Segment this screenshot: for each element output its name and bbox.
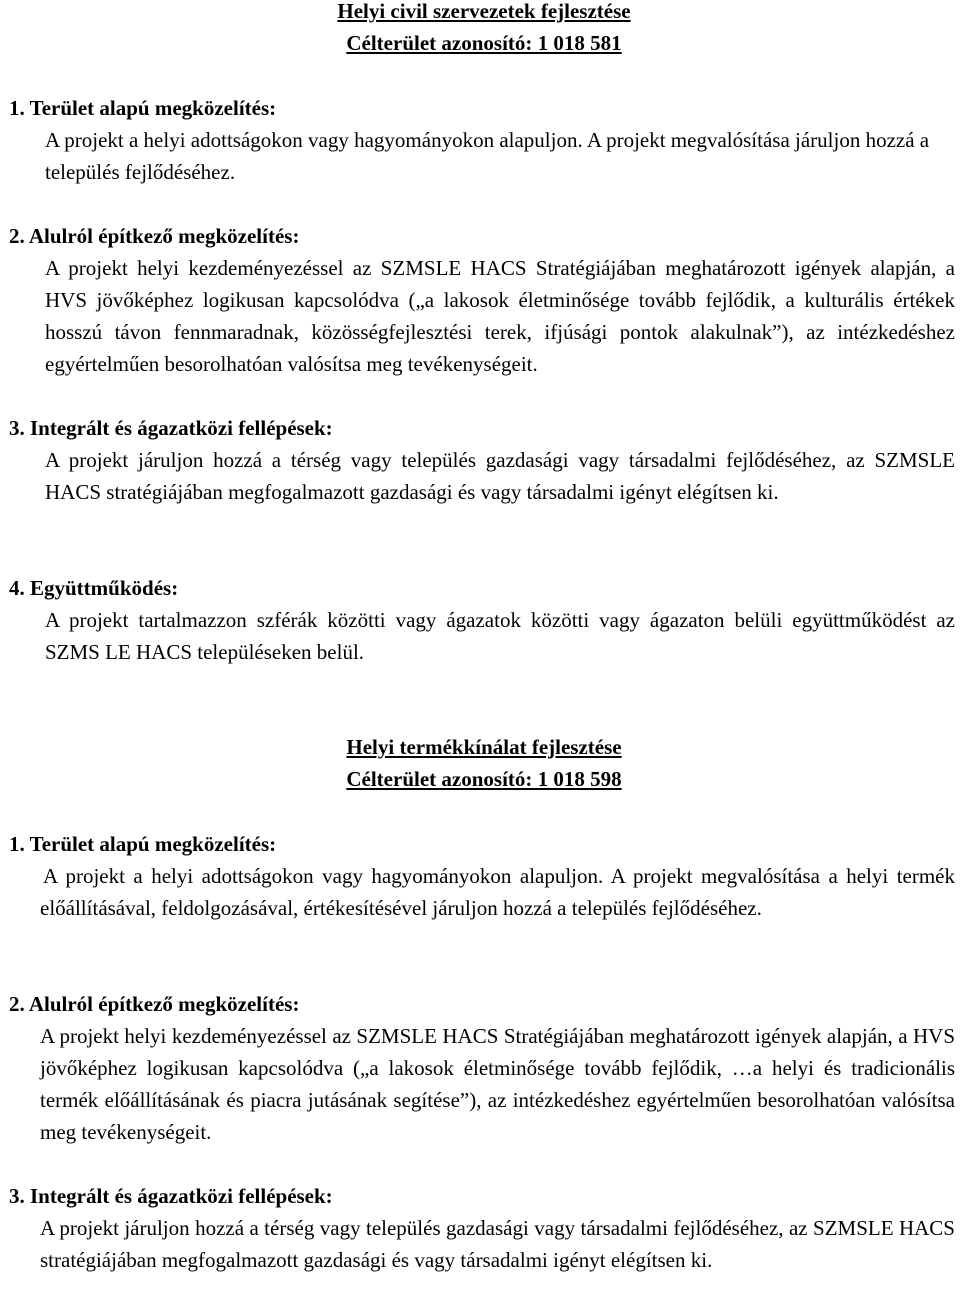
section1-item3-heading: 3. Integrált és ágazatközi fellépések: xyxy=(9,416,333,440)
section2-title: Helyi termékkínálat fejlesztése xyxy=(346,735,622,759)
section2-item1-text: A projekt a helyi adottságokon vagy hagyományokon alapuljon. A projekt megvalósítása a helyi termék előállításával, feldolgozásával, értékesítésével járuljon hozzá a település fejlődéséhez. xyxy=(40,864,955,920)
section1-item2-text: A projekt helyi kezdeményezéssel az SZMSLE HACS Stratégiájában meghatározott igények alapján, a HVS jövőképhez logikusan kapcsolódva („a lakosok életminősége tovább fejlődik, a kulturális értékek hosszú távon fennmaradnak, közösségfejlesztési terek, ifjúsági pontok alakulnak”), az intézkedéshez egyértelműen besorolhatóan valósítsa meg tevékenységeit. xyxy=(45,256,955,376)
section2-item1-heading: 1. Terület alapú megközelítés: xyxy=(9,832,277,856)
section1-item3-text: A projekt járuljon hozzá a térség vagy település gazdasági vagy társadalmi fejlődéséhez, az SZMSLE HACS stratégiájában megfogalmazott gazdasági és vagy társadalmi igényt elégítsen ki. xyxy=(45,448,955,504)
section1-target-id: Célterület azonosító: 1 018 581 xyxy=(346,31,622,55)
section2-item3-heading: 3. Integrált és ágazatközi fellépések: xyxy=(9,1184,333,1208)
section1-title: Helyi civil szervezetek fejlesztése xyxy=(337,0,631,23)
section1-item2-heading: 2. Alulról építkező megközelítés: xyxy=(9,224,300,248)
section2-item2-text: A projekt helyi kezdeményezéssel az SZMSLE HACS Stratégiájában meghatározott igények alapján, a HVS jövőképhez logikusan kapcsolódva („a lakosok életminősége tovább fejlődik, …a helyi és tradicionális termék előállításának és piacra jutásának segítése”), az intézkedéshez egyértelműen besorolhatóan valósítsa meg tevékenységeit. xyxy=(40,1024,955,1144)
section1-item4-heading: 4. Együttműködés: xyxy=(9,576,179,600)
section1-item1-heading: 1. Terület alapú megközelítés: xyxy=(9,96,277,120)
section1-item4-text: A projekt tartalmazzon szférák közötti vagy ágazatok közötti vagy ágazaton belüli együttműködést az SZMS LE HACS településeken belül. xyxy=(45,608,955,664)
section2-target-id: Célterület azonosító: 1 018 598 xyxy=(346,767,622,791)
section2-item3-text: A projekt járuljon hozzá a térség vagy település gazdasági vagy társadalmi fejlődéséhez, az SZMSLE HACS stratégiájában megfogalmazott gazdasági és vagy társadalmi igényt elégítsen ki. xyxy=(40,1216,955,1272)
section1-item1-text: A projekt a helyi adottságokon vagy hagyományokon alapuljon. A projekt megvalósítása járuljon hozzá a település fejlődéséhez. xyxy=(45,128,930,184)
section2-item2-heading: 2. Alulról építkező megközelítés: xyxy=(9,992,300,1016)
